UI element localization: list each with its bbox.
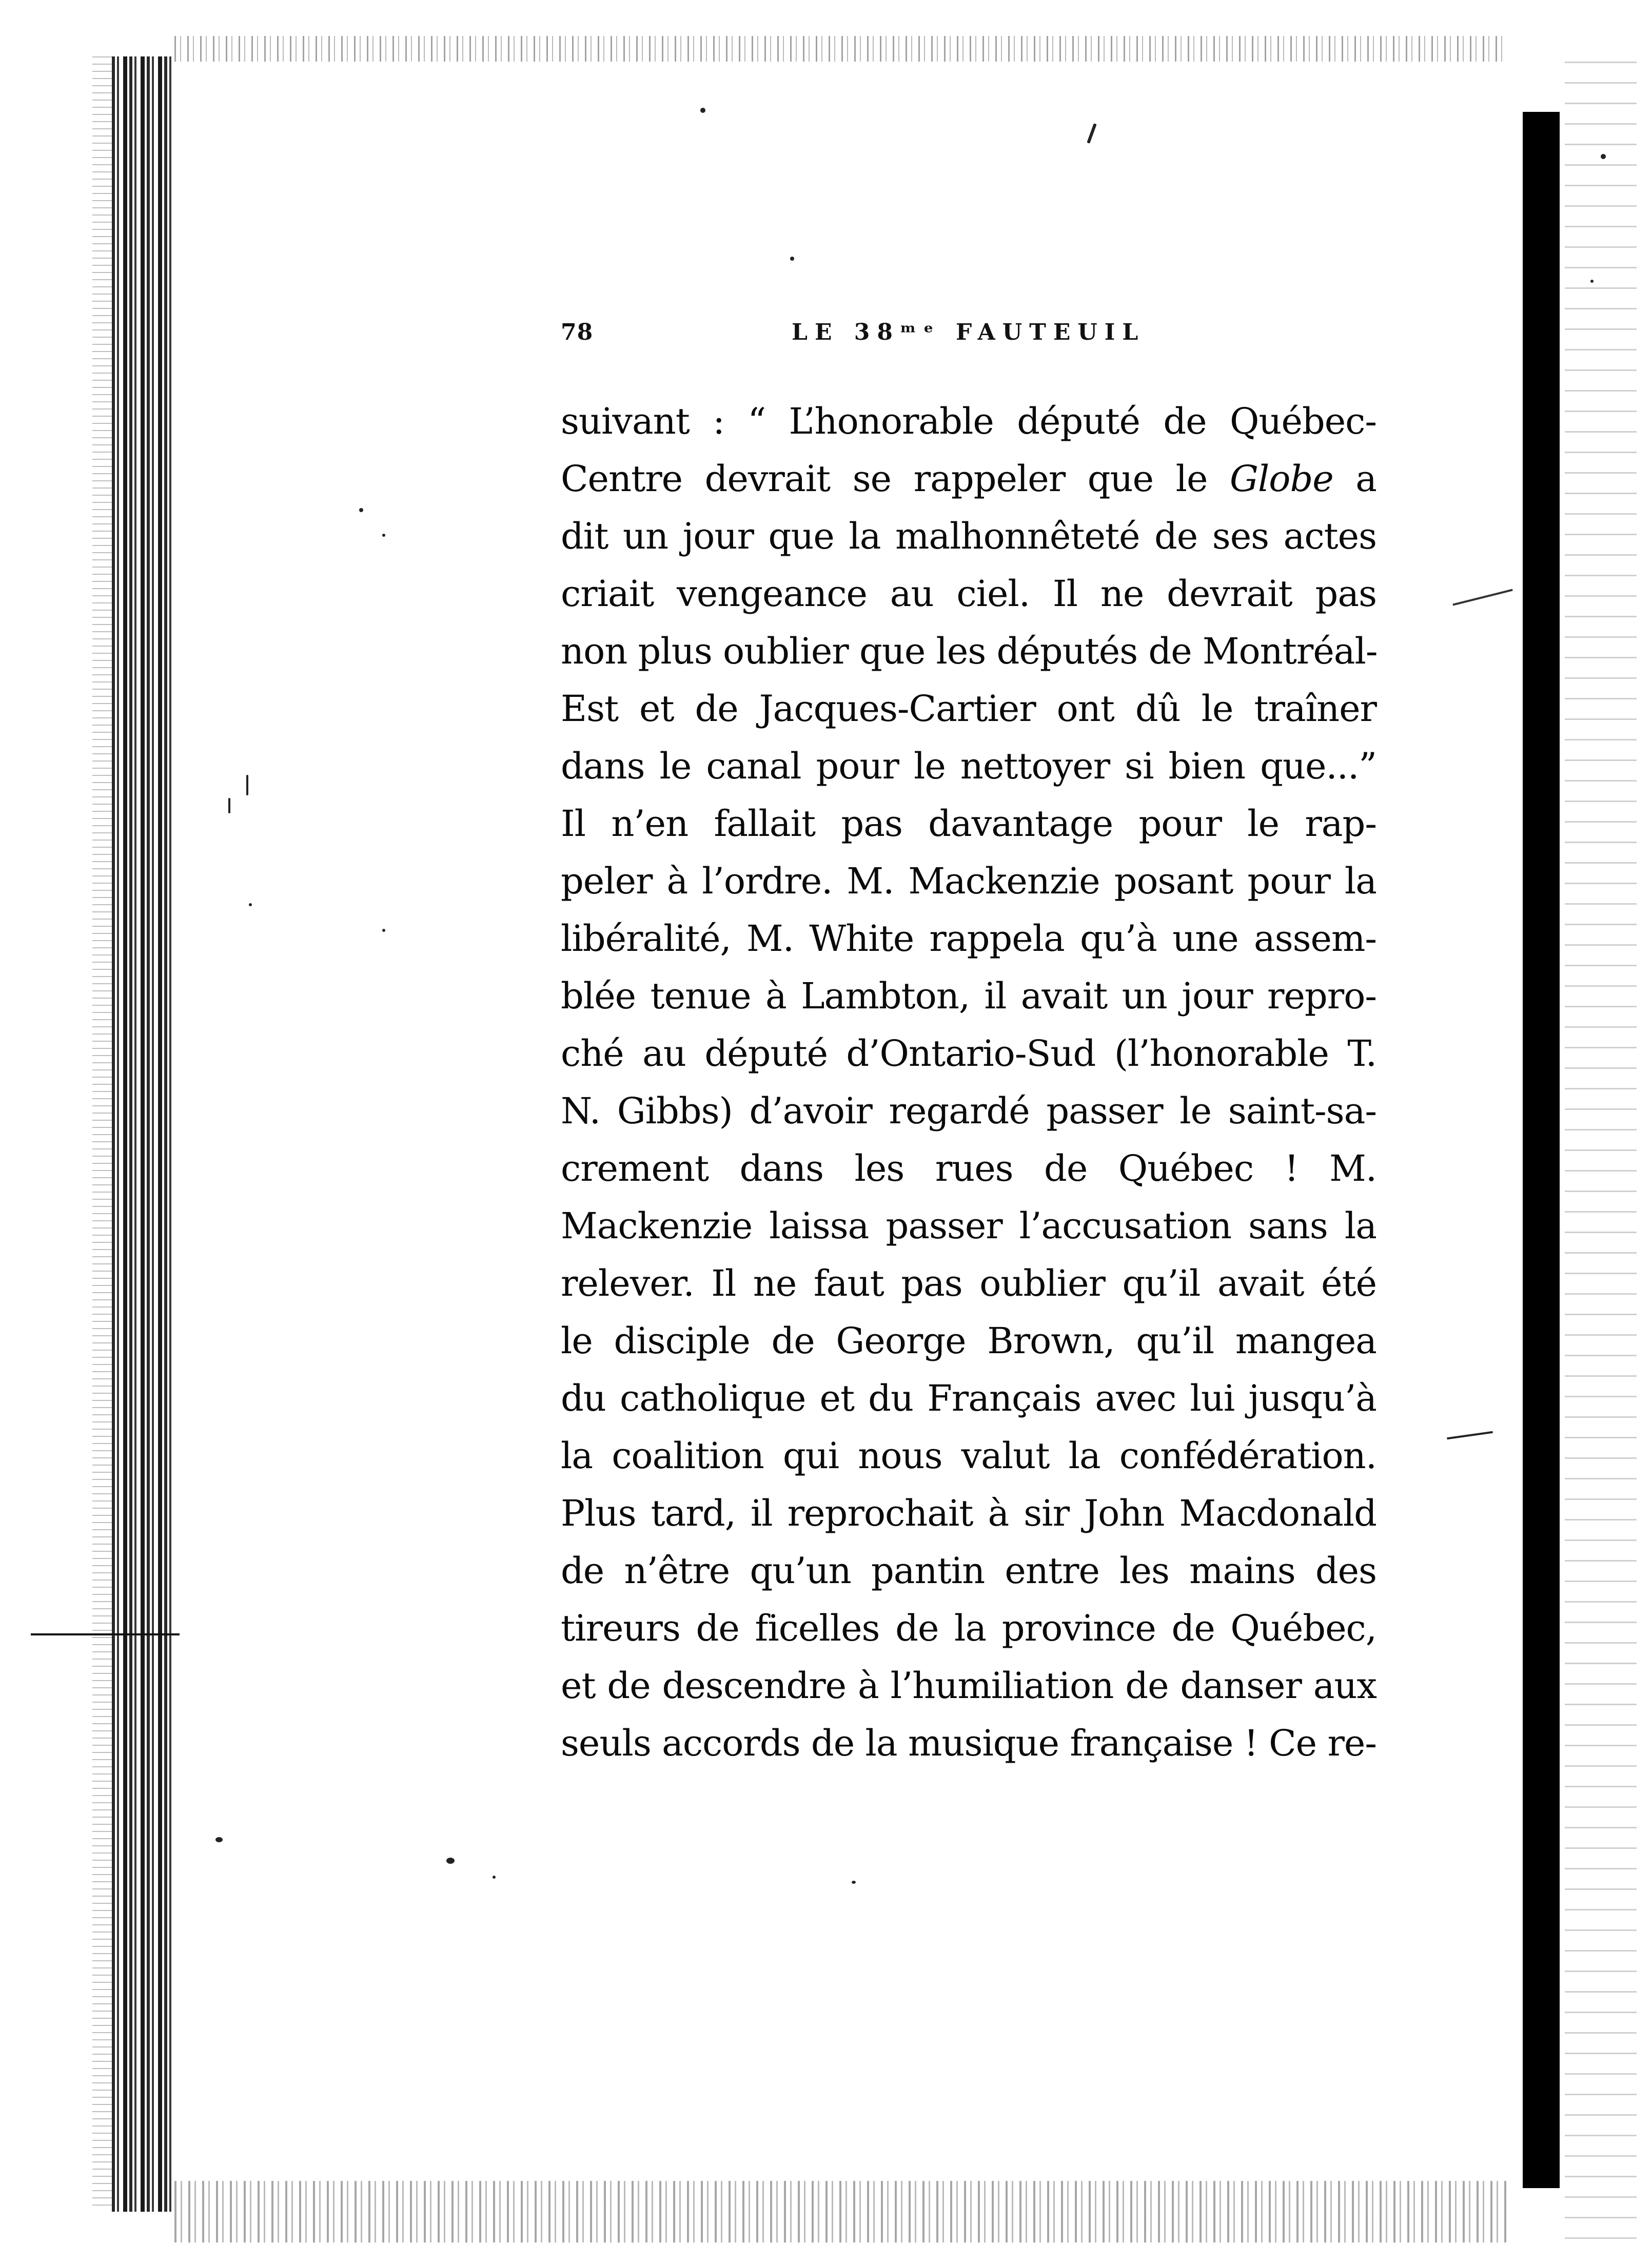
scan-speck: [852, 1881, 856, 1884]
scan-speck: [246, 775, 248, 795]
body-line: N. Gibbs) d’avoir regardé passer le saint-sa-: [561, 1090, 1376, 1132]
running-head-title: LE 38ᵐᵉ FAUTEUIL: [792, 319, 1146, 345]
italic-word: Globe: [1230, 458, 1333, 500]
body-line: du catholique et du Français avec lui jusqu’à: [561, 1377, 1376, 1419]
page-number: 78: [561, 319, 594, 345]
body-line: relever. Il ne faut pas oublier qu’il avait été: [561, 1262, 1376, 1304]
line-text-before-italic: Centre devrait se rappeler que le: [561, 458, 1230, 500]
body-line: Est et de Jacques-Cartier ont dû le traîner: [561, 688, 1376, 730]
scan-speck: [700, 108, 705, 113]
scan-speck: [1087, 123, 1096, 144]
scan-speck: [228, 798, 230, 813]
body-line: tireurs de ficelles de la province de Québec,: [561, 1607, 1376, 1649]
scan-speck: [359, 508, 363, 512]
margin-mark-right-upper: [1452, 589, 1512, 606]
body-line: dans le canal pour le nettoyer si bien que...”: [561, 745, 1376, 787]
body-line: Plus tard, il reprochait à sir John Macdonald: [561, 1492, 1376, 1534]
body-line: peler à l’ordre. M. Mackenzie posant pour la: [561, 860, 1376, 902]
scan-speck: [382, 929, 385, 932]
body-line-with-italic: [561, 450, 1376, 508]
binding-shadow: [92, 56, 113, 2212]
body-line: la coalition qui nous valut la confédération.: [561, 1435, 1376, 1477]
body-line: suivant : “ L’honorable député de Québec-: [561, 400, 1376, 442]
right-page-shadow-bar: [1523, 112, 1560, 2188]
top-scan-edge: [174, 36, 1508, 62]
scan-speck: [1590, 280, 1594, 283]
body-line: seuls accords de la musique française ! Ce re-: [561, 1722, 1376, 1764]
right-scan-edge: [1565, 62, 1637, 2242]
body-line: et de descendre à l’humiliation de danser aux: [561, 1665, 1376, 1707]
scan-speck: [215, 1837, 223, 1842]
body-line: Il n’en fallait pas davantage pour le rap-: [561, 803, 1376, 845]
scan-speck: [249, 903, 252, 906]
scan-speck: [1601, 154, 1606, 159]
margin-mark-right: [1447, 1431, 1493, 1439]
scan-speck: [493, 1876, 496, 1879]
scan-speck: [382, 534, 385, 537]
body-line: criait vengeance au ciel. Il ne devrait pas: [561, 573, 1376, 615]
body-line: de n’être qu’un pantin entre les mains des: [561, 1550, 1376, 1592]
body-line: libéralité, M. White rappela qu’à une assem-: [561, 918, 1376, 960]
body-line: dit un jour que la malhonnêteté de ses actes: [561, 515, 1376, 557]
scan-speck: [790, 257, 794, 261]
body-line: le disciple de George Brown, qu’il mangea: [561, 1320, 1376, 1362]
body-line: non plus oublier que les députés de Montréal-: [561, 630, 1378, 672]
running-head: [561, 319, 1376, 355]
body-text: [561, 393, 1376, 1772]
binding-strip: [112, 56, 173, 2212]
bottom-scan-edge: [174, 2181, 1508, 2242]
body-line: ché au député d’Ontario-Sud (l’honorable T.: [561, 1032, 1376, 1075]
body-line: crement dans les rues de Québec ! M.: [561, 1147, 1376, 1190]
body-line: Mackenzie laissa passer l’accusation sans la: [561, 1205, 1376, 1247]
scan-speck: [446, 1858, 455, 1864]
margin-rule-left: [31, 1633, 180, 1635]
body-line: blée tenue à Lambton, il avait un jour repro-: [561, 975, 1376, 1017]
line-text-after-italic: a: [1333, 458, 1376, 500]
